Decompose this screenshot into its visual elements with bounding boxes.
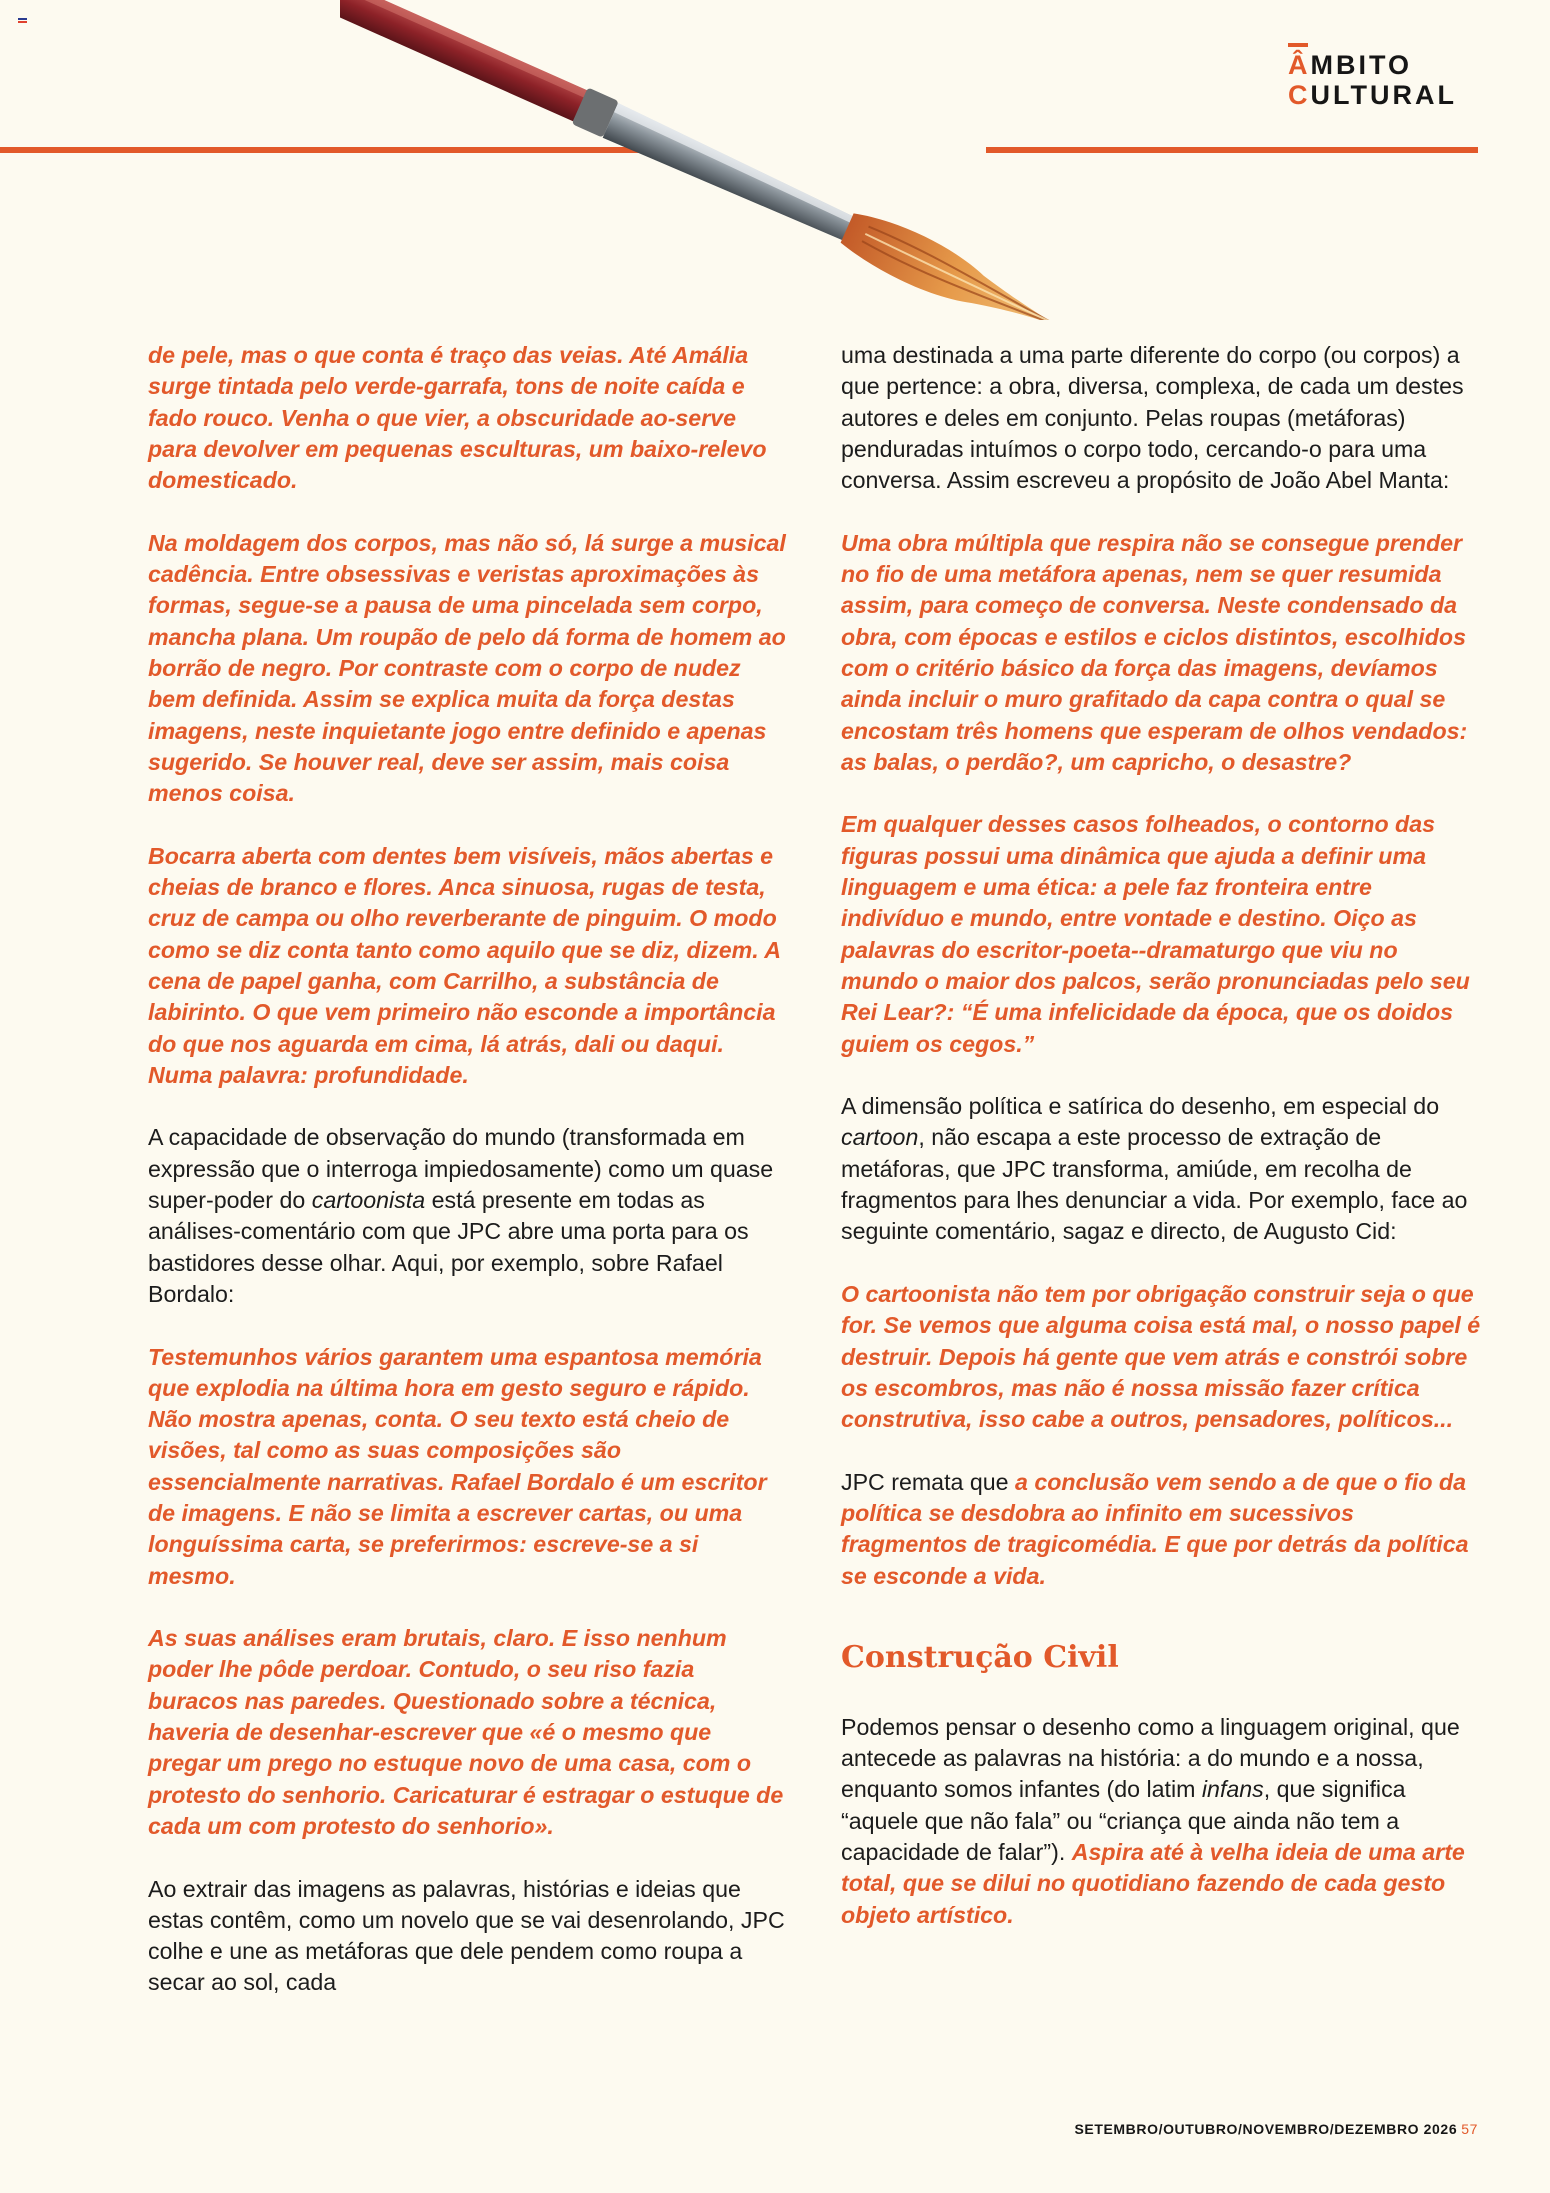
magazine-logo [1288,50,1457,110]
quote-block: Na moldagem dos corpos, mas não só, lá surge a musical cadência. Entre obsessivas e veristas aproximações às formas, segue-se a pausa de uma pincelada sem corpo, mancha plana. Um roupão de pelo dá forma de homem ao borrão de negro. Por contraste com o corpo de nudez bem definida. Assim se explica muita da força destas imagens, neste inquietante jogo entre definido e apenas sugerido. Se houver real, deve ser assim, mais coisa menos coisa. [148,529,786,807]
body-paragraph: JPC remata que a conclusão vem sendo a de que o fio da política se desdobra ao infinito em sucessivos fragmentos de tragicomédia. E que por detrás da política se esconde a vida. [841,1468,1469,1589]
page-number: 57 [1461,2121,1478,2137]
quote-block: Em qualquer desses casos folheados, o contorno das figuras possui uma dinâmica que ajuda a definir uma linguagem e uma ética: a pele faz fronteira entre indivíduo e mundo, entre vontade e destino. Oiço as palavras do escritor-poeta--dramaturgo que viu no mundo o maior dos palcos, serão pronunciadas pelo seu Rei Lear?: “É uma infelicidade da época, que os doidos guiem os cegos.” [841,811,1470,1057]
logo-accent-bar [1288,43,1308,47]
paintbrush-illustration [340,0,1220,320]
body-paragraph: A capacidade de observação do mundo (transformada em expressão que o interroga impiedosamente) como um quase super-poder do cartoonista está presente em todas as análises-comentário com que JPC abre uma porta para os bastidores desse olhar. Aqui, por exemplo, sobre Rafael Bordalo: [148,1124,774,1307]
logo-line-2: CULTURAL [1288,80,1457,110]
quote-block: O cartoonista não tem por obrigação construir seja o que for. Se vemos que alguma coisa está mal, o nosso papel é destruir. Depois há gente que vem atrás e constrói sobre os escombros, mas não é nossa missão fazer crítica construtiva, isso cabe a outros, pensadores, políticos... [841,1280,1481,1433]
quote-block: Testemunhos vários garantem uma espantosa memória que explodia na última hora em gesto seguro e rápido. Não mostra apenas, conta. O seu texto está cheio de visões, tal como as suas composições são essencialmente narrativas. Rafael Bordalo é um escritor de imagens. E não se limita a escrever cartas, ou uma longuíssima carta, se preferirmos: escreve-se a si mesmo. [148,1343,767,1589]
menu-icon[interactable] [18,18,27,26]
body-paragraph: A dimensão política e satírica do desenho, em especial do cartoon, não escapa a este processo de extração de metáforas, que JPC transforma, amiúde, em recolha de fragmentos para lhes denunciar a vida. Por exemplo, face ao seguinte comentário, sagaz e directo, de Augusto Cid: [841,1093,1468,1245]
quote-block: As suas análises eram brutais, claro. E isso nenhum poder lhe pôde perdoar. Contudo, o seu riso fazia buracos nas paredes. Questionado sobre a técnica, haveria de desenhar-escrever que «é o mesmo que pregar um prego no estuque novo de uma casa, com o protesto do senhorio. Caricaturar é estragar o estuque de cada um com protesto do senhorio». [148,1625,784,1839]
quote-block: de pele, mas o que conta é traço das veias. Até Amália surge tintada pelo verde-garrafa, tons de noite caída e fado rouco. Venha o que vier, a obscuridade ao-serve para devolver em pequenas esculturas, um baixo-relevo domesticado. [148,342,767,494]
quote-block: Uma obra múltipla que respira não se consegue prender no fio de uma metáfora apenas, nem se quer resumida assim, para começo de conversa. Neste condensado da obra, com épocas e estilos e ciclos distintos, escolhidos com o critério básico da força das imagens, devíamos ainda incluir o muro grafitado da capa contra o qual se encostam três homens que esperam de olhos vendados: as balas, o perdão?, um capricho, o desastre? [841,529,1468,775]
body-paragraph: uma destinada a uma parte diferente do corpo (ou corpos) a que pertence: a obra, diversa, complexa, de cada um destes autores e deles em conjunto. Pelas roupas (metáforas) penduradas intuímos o corpo todo, cercando-o para uma conversa. Assim escreveu a propósito de João Abel Manta: [841,342,1464,494]
logo-line-1: ÂMBITO [1288,50,1412,80]
body-paragraph: Podemos pensar o desenho como a linguagem original, que antecede as palavras na história: a do mundo e a nossa, enquanto somos infantes (do latim infans, que significa “aquele que não fala” ou “criança que ainda não tem a capacidade de falar”). Aspira até à velha ideia de uma arte total, que se dilui no quotidiano fazendo de cada gesto objeto artístico. [841,1713,1465,1928]
issue-date: SETEMBRO/OUTUBRO/NOVEMBRO/DEZEMBRO 2026 [1074,2121,1458,2137]
body-paragraph: Ao extrair das imagens as palavras, histórias e ideias que estas contêm, como um novelo que se vai desenrolando, JPC colhe e une as metáforas que dele pendem como roupa a secar ao sol, cada [148,1875,785,1996]
right-column [841,340,1481,1962]
section-heading: Construção Civil [841,1639,1119,1675]
page-footer [1074,2121,1478,2137]
left-column [148,340,788,2030]
quote-block: Bocarra aberta com dentes bem visíveis, mãos abertas e cheias de branco e flores. Anca sinuosa, rugas de testa, cruz de campa ou olho reverberante de pinguim. O modo como se diz conta tanto como aquilo que se diz, dizem. A cena de papel ganha, com Carrilho, a substância de labirinto. O que vem primeiro não esconde a importância do que nos aguarda em cima, lá atrás, dali ou daqui. Numa palavra: profundidade. [148,842,781,1088]
